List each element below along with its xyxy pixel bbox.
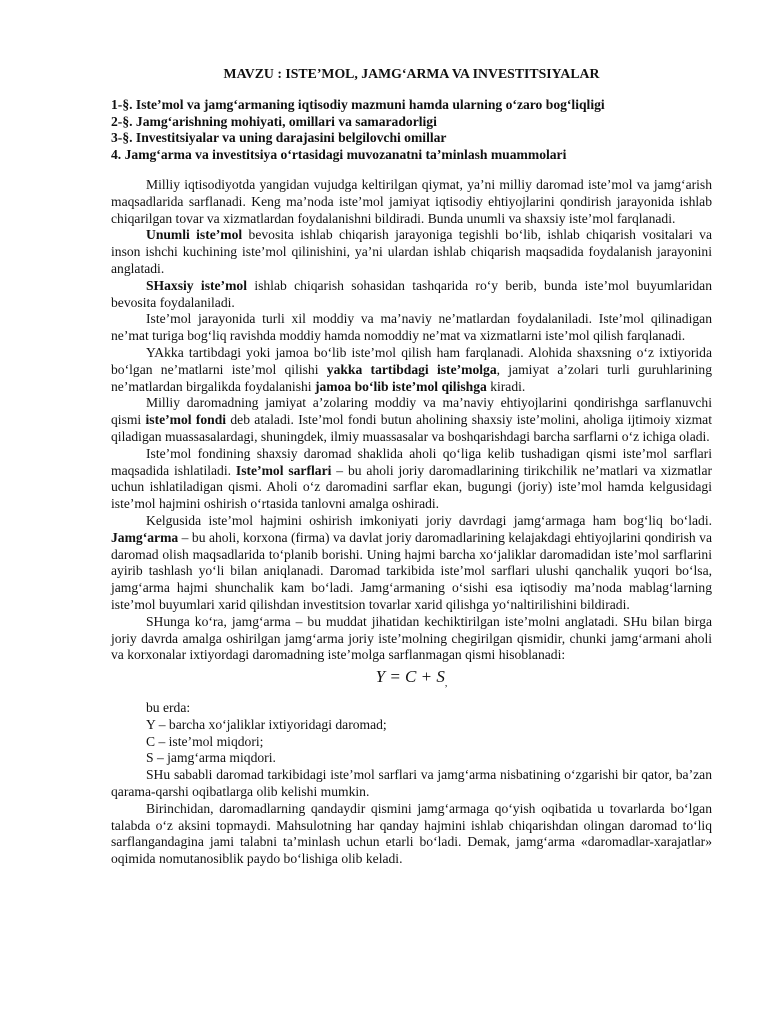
definition-y: Y – barcha xo‘jaliklar ixtiyoridagi daromad; xyxy=(146,716,387,732)
formula-expression: Y = C + S xyxy=(375,667,445,687)
paragraph-deferred-consumption: SHunga ko‘ra, jamg‘arma – bu muddat jihatidan kechiktirilgan iste’molni anglatadi. SHu bilan birga joriy davrda amalga oshirilgan jamg‘arma joriy iste’molning chegirilgan qismidir, chunki jamg‘armani aholi va korxonalar ixtiyordagi daromadning iste’molga sarflanmagan qismi hisoblanadi: xyxy=(111,613,712,663)
paragraph-text: , jamiyat a’zolari turli guruhlarining ne’matlardan birgalikda foydalanishi xyxy=(111,361,712,394)
term-consumption-fund: iste’mol fondi xyxy=(145,412,227,428)
paragraph-consumption-fund xyxy=(111,395,712,445)
paragraph-text: deb ataladi. Iste’mol fondi butun aholining shaxsiy iste’molini, aholiga ijtimoiy xizmat qiladigan muassasalardagi, shuningdek, ilmiy muassasalar va boshqarishdagi barcha sarflarni o‘z ichiga oladi. xyxy=(111,412,712,444)
paragraph-personal-consumption xyxy=(111,278,712,312)
page-title: MAVZU : ISTE’MOL, JAMG‘ARMA VA INVESTITSIYALAR xyxy=(223,66,600,81)
paragraph-text: YAkka tartibdagi yoki jamoa bo‘lib iste’mol qilish ham farqlanadi. Alohida shaxsning o‘z ixtiyorida bo‘lgan ne’matlarni iste’mol qilishi xyxy=(111,344,712,377)
paragraph-savings xyxy=(111,513,712,614)
term-savings: Jamg‘arma xyxy=(111,529,179,545)
toc-item-3: 3-§. Investitsiyalar va uning darajasini belgilovchi omillar xyxy=(111,130,447,146)
paragraph-intro: Milliy iqtisodiyotda yangidan vujudga keltirilgan qiymat, ya’ni milliy daromad iste’mol va jamg‘arish maqsadlarida sarflanadi. Keng ma’noda iste’mol jamiyat iqtisodiy ehtiyojlarini qondirish jarayonida ishlab chiqarilgan tovar va xizmatlardan foydalanishni bildiradi. Bunda unumli va shaxsiy iste’mol farqlanadi. xyxy=(111,176,712,226)
paragraph-productive-consumption xyxy=(111,227,712,277)
paragraph-consumption-process: Iste’mol jarayonida turli xil moddiy va ma’naviy ne’matlardan foydalaniladi. Iste’mol qilinadigan ne’mat turiga bog‘liq ravishda moddiy hamda nomoddiy ne’mat va xizmatlarni iste’mol qilish farqlanadi. xyxy=(111,311,712,344)
paragraph-text: Milliy daromadning jamiyat a’zolaring moddiy va ma’naviy ehtiyojlarini qondirishga sarflanuvchi qismi xyxy=(111,395,712,428)
paragraph-text: – bu aholi joriy daromadlarining tirikchilik ne’matlari va xizmatlar uchun ishlatiladigan qismi. Aholi o‘z daromadini sarflar ekan, bugungi (joriy) iste’mol hamda kelgusidagi iste’mol hajmini oshirish o‘rtasida tanlovni amalga oshiradi. xyxy=(111,462,712,512)
toc-item-1: 1-§. Iste’mol va jamg‘armaning iqtisodiy mazmuni hamda ularning o‘zaro bog‘liqligi xyxy=(111,96,605,112)
definition-c: C – iste’mol miqdori; xyxy=(146,733,264,749)
paragraph-text: kiradi. xyxy=(486,378,526,394)
paragraph-individual-collective xyxy=(111,345,712,395)
term-productive-consumption: Unumli iste’mol xyxy=(146,227,243,243)
definition-s: S – jamg‘arma miqdori. xyxy=(146,750,276,766)
term-consumption-expenses: Iste’mol sarflari xyxy=(235,462,332,478)
document-page xyxy=(111,66,712,868)
toc-item-2: 2-§. Jamg‘arishning mohiyati, omillari va samaradorligi xyxy=(111,113,437,129)
term-collective-consumption: jamoa bo‘lib iste’mol qilishga xyxy=(314,378,487,394)
paragraph-text: Kelgusida iste’mol hajmini oshirish imkoniyati joriy davrdagi jamg‘armaga ham bog‘liq bo‘ladi. xyxy=(146,512,712,528)
table-of-contents xyxy=(111,97,712,164)
toc-item-4: 4. Jamg‘arma va investitsiya o‘rtasidagi muvozanatni ta’minlash muammolari xyxy=(111,147,567,163)
income-formula xyxy=(111,667,712,694)
formula-comma: , xyxy=(444,678,448,690)
term-individual-consumption: yakka tartibdagi iste’molga xyxy=(326,361,497,377)
paragraph-text: Iste’mol fondining shaxsiy daromad shaklida aholi qo‘liga kelib tushadigan qismi iste’mol sarflari maqsadida ishlatiladi. xyxy=(111,445,712,478)
paragraph-firstly: Birinchidan, daromadlarning qandaydir qismini jamg‘armaga qo‘yish oqibatida u tovarlarda bo‘lgan talabda o‘z aksini topmaydi. Mahsulotning har qanday hajmini ishlab chiqarishdan olingan daromad to‘liq sarflangandagina jami talabni ta’minlash uchun etarli bo‘ladi. Demak, jamg‘arma «daromadlar-xarajatlar» oqimida nomutanosiblik paydo bo‘lishiga olib keladi. xyxy=(111,800,712,867)
paragraph-consumption-expenses xyxy=(111,446,712,513)
paragraph-text: bevosita ishlab chiqarish jarayoniga tegishli bo‘lib, ishlab chiqarish vositalari va inson ishchi kuchining iste’mol qilinishini, ya’ni ulardan ishlab chiqarish maqsadida foydalanish jarayonini anglatadi. xyxy=(111,227,713,276)
paragraph-text: ishlab chiqarish sohasidan tashqarida ro‘y berib, bunda iste’mol buyumlaridan bevosita foydalaniladi. xyxy=(111,277,712,310)
paragraph-text: – bu aholi, korxona (firma) va davlat joriy daromadlarining kelajakdagi ehtiyojlarini qondirish va daromad olish maqsadlarida to‘planib borishi. Uning hajmi barcha xo‘jaliklar daromadidan iste’mol sarflarini ayirib tashlash yo‘li bilan aniqlanadi. Daromad tarkibida iste’mol sarflari ulushi qanchalik yuqori bo‘lsa, jamg‘arma hajmi shunchalik kam bo‘ladi. Jamg‘armaning o‘sishi esa iqtisodiy ma’noda mablag‘larning iste’mol buyumlari xarid qilishdan investitsion tovarlar xarid qilishga yo‘naltirilishini bildiradi. xyxy=(111,529,712,612)
paragraph-ratio-change: SHu sababli daromad tarkibidagi iste’mol sarflari va jamg‘arma nisbatining o‘zgarishi bir qator, ba’zan qarama-qarshi oqibatlarga olib kelishi mumkin. xyxy=(111,767,712,800)
definition-intro: bu erda: xyxy=(146,700,191,716)
term-personal-consumption: SHaxsiy iste’mol xyxy=(146,277,247,293)
